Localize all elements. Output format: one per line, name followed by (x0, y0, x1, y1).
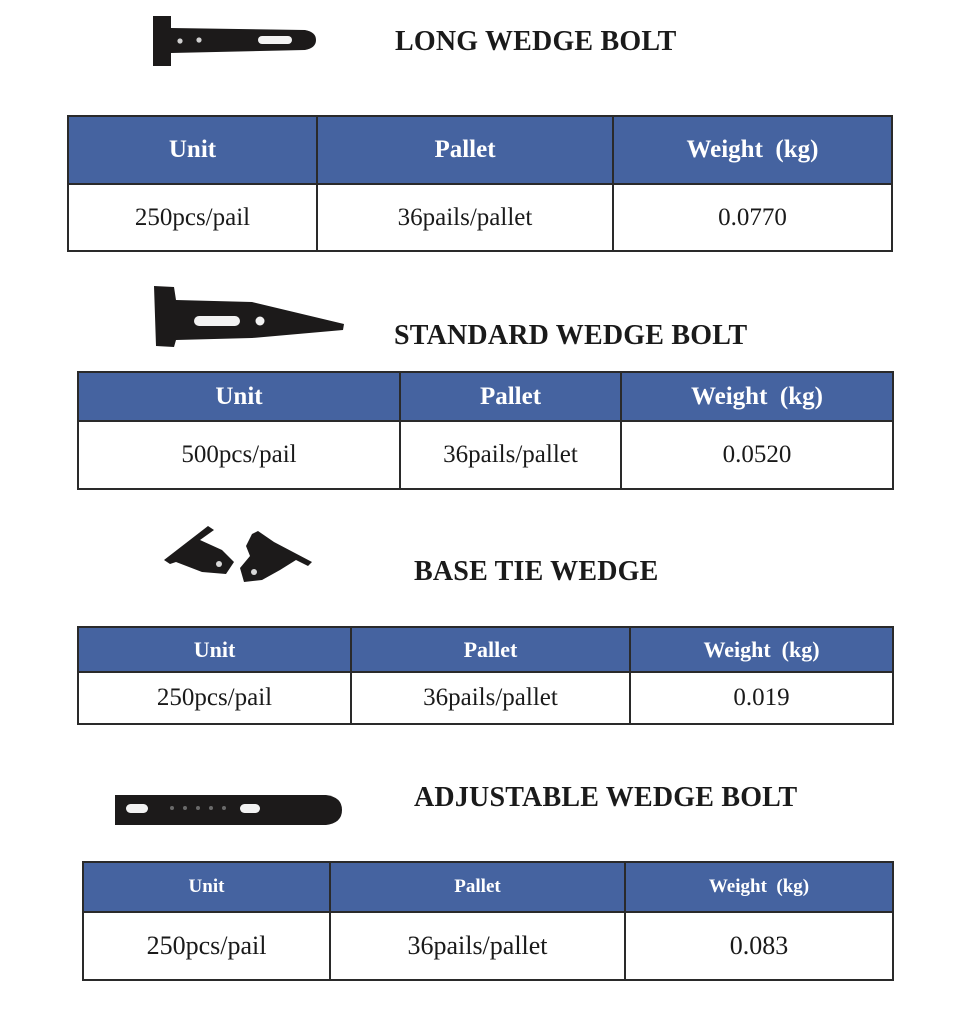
standard-wedge-bolt-icon (152, 284, 348, 350)
cell-unit: 250pcs/pail (78, 672, 351, 724)
header-weight: Weight (kg) (613, 116, 892, 184)
long-wedge-bolt-icon (150, 14, 320, 72)
spec-table-adjustable-wedge-bolt (82, 861, 894, 981)
header-unit: Unit (83, 862, 330, 912)
cell-pallet: 36pails/pallet (351, 672, 630, 724)
header-pallet: Pallet (400, 372, 621, 421)
cell-weight: 0.0520 (621, 421, 893, 489)
cell-unit: 250pcs/pail (83, 912, 330, 980)
spec-table-standard-wedge-bolt (77, 371, 894, 490)
cell-unit: 500pcs/pail (78, 421, 400, 489)
header-unit: Unit (78, 627, 351, 672)
spec-table-long-wedge-bolt (67, 115, 893, 252)
cell-pallet: 36pails/pallet (330, 912, 625, 980)
cell-weight: 0.019 (630, 672, 893, 724)
table-row (78, 421, 893, 489)
product-title-base-tie-wedge: BASE TIE WEDGE (414, 556, 659, 587)
header-pallet: Pallet (330, 862, 625, 912)
cell-weight: 0.0770 (613, 184, 892, 251)
table-row (78, 672, 893, 724)
header-pallet: Pallet (317, 116, 613, 184)
table-row (68, 184, 892, 251)
cell-pallet: 36pails/pallet (400, 421, 621, 489)
product-title-standard-wedge-bolt: STANDARD WEDGE BOLT (394, 320, 748, 351)
spec-table-base-tie-wedge (77, 626, 894, 725)
product-title-long-wedge-bolt: LONG WEDGE BOLT (395, 26, 677, 57)
header-pallet: Pallet (351, 627, 630, 672)
header-unit: Unit (68, 116, 317, 184)
header-weight: Weight (kg) (621, 372, 893, 421)
header-weight: Weight (kg) (625, 862, 893, 912)
header-weight: Weight (kg) (630, 627, 893, 672)
cell-unit: 250pcs/pail (68, 184, 317, 251)
header-unit: Unit (78, 372, 400, 421)
table-row (83, 912, 893, 980)
cell-pallet: 36pails/pallet (317, 184, 613, 251)
product-title-adjustable-wedge-bolt: ADJUSTABLE WEDGE BOLT (414, 782, 798, 813)
cell-weight: 0.083 (625, 912, 893, 980)
adjustable-wedge-bolt-icon (112, 793, 344, 827)
base-tie-wedge-icon (162, 522, 314, 584)
